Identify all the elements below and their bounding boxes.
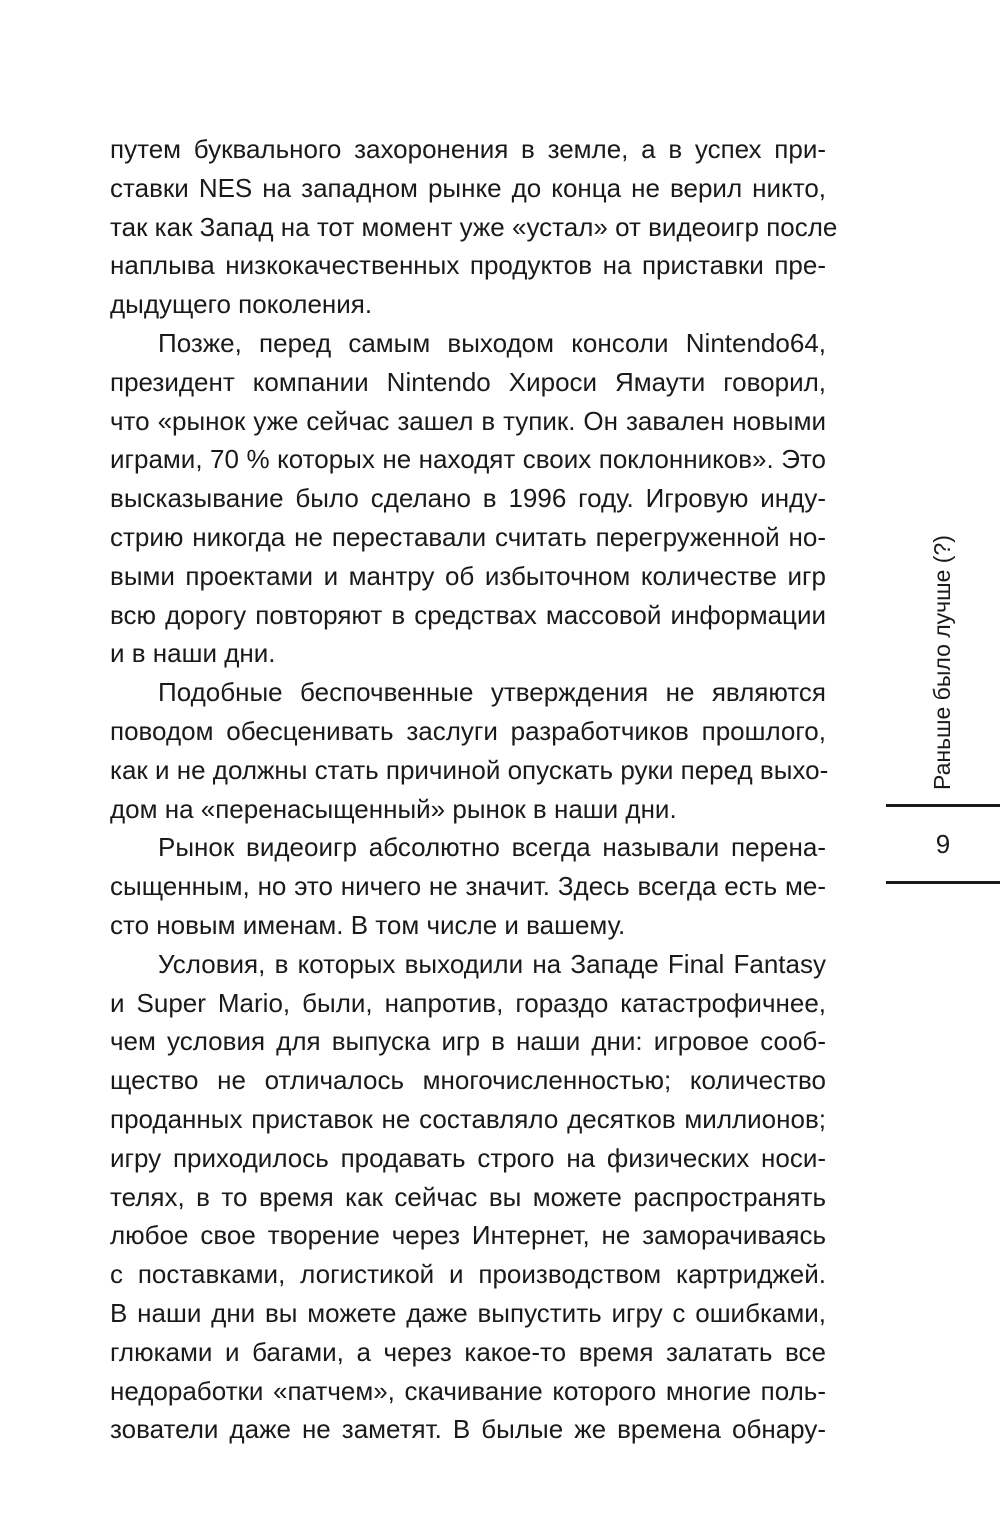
- text-line: Условия, в которых выходили на Западе Final Fantasy: [158, 948, 826, 979]
- text-line: высказывание было сделано в 1996 году. Игровую инду-: [110, 483, 826, 514]
- text-line: и Super Mario, были, напротив, гораздо катастрофичнее,: [110, 987, 826, 1018]
- paragraph: [110, 673, 829, 828]
- text-line: путем буквального захоронения в земле, а в успех при-: [110, 134, 826, 164]
- text-line: так как Запад на тот момент уже «устал» от видеоигр после: [110, 211, 838, 242]
- text-line: дыдущего поколения.: [110, 289, 373, 320]
- text-line: зователи даже не заметят. В былые же времена обнару-: [110, 1414, 826, 1445]
- text-line: сыщенным, но это ничего не значит. Здесь всегда есть ме-: [110, 871, 826, 902]
- text-line: как и не должны стать причиной опускать руки перед выхо-: [110, 754, 829, 785]
- paragraph: [110, 945, 826, 1449]
- page-number-rule-top: [886, 804, 1000, 807]
- text-line: дом на «перенасыщенный» рынок в наши дни.: [110, 793, 677, 824]
- text-line: щество не отличалось многочисленностью; количество: [110, 1065, 826, 1096]
- text-line: проданных приставок не составляло десятков миллионов;: [110, 1103, 826, 1134]
- text-line: глюками и багами, а через какое-то время залатать все: [110, 1336, 826, 1367]
- text-line: ставки NES на западном рынке до конца не верил никто,: [110, 172, 826, 203]
- text-line: президент компании Nintendo Хироси Ямаути говорил,: [110, 366, 826, 397]
- paragraph: [110, 130, 838, 324]
- text-line: Позже, перед самым выходом консоли Nintendo64,: [158, 327, 826, 358]
- text-line: что «рынок уже сейчас зашел в тупик. Он завален новыми: [110, 405, 826, 436]
- text-line: телях, в то время как сейчас вы можете распространять: [110, 1181, 826, 1212]
- text-line: игру приходилось продавать строго на физических носи-: [110, 1142, 826, 1173]
- text-line: выми проектами и мантру об избыточном количестве игр: [110, 560, 826, 591]
- text-line: Подобные беспочвенные утверждения не являются: [158, 677, 826, 708]
- page-number-rule-bottom: [886, 881, 1000, 884]
- text-line: и в наши дни.: [110, 638, 276, 669]
- text-line: Рынок видеоигр абсолютно всегда называли перена-: [158, 832, 826, 863]
- text-line: с поставками, логистикой и производством картриджей.: [110, 1259, 826, 1290]
- text-line: наплыва низкокачественных продуктов на приставки пре-: [110, 250, 826, 281]
- page-number: 9: [935, 829, 951, 859]
- text-line: сто новым именам. В том числе и вашему.: [110, 909, 626, 940]
- text-line: поводом обесценивать заслуги разработчиков прошлого,: [110, 715, 826, 746]
- text-line: В наши дни вы можете даже выпустить игру с ошибками,: [110, 1297, 826, 1328]
- text-line: играми, 70 % которых не находят своих поклонников». Это: [110, 444, 826, 475]
- text-line: любое свое творение через Интернет, не заморачиваясь: [110, 1220, 826, 1251]
- text-line: стрию никогда не переставали считать перегруженной но-: [110, 521, 826, 552]
- paragraph: [110, 828, 826, 944]
- text-line: недоработки «патчем», скачивание которого многие поль-: [110, 1375, 826, 1406]
- body-text: [110, 130, 838, 1449]
- text-line: чем условия для выпуска игр в наши дни: игровое сооб-: [110, 1026, 826, 1057]
- paragraph: [110, 324, 826, 673]
- running-head: Раньше было лучше (?): [929, 535, 955, 790]
- text-line: всю дорогу повторяют в средствах массовой информации: [110, 599, 826, 630]
